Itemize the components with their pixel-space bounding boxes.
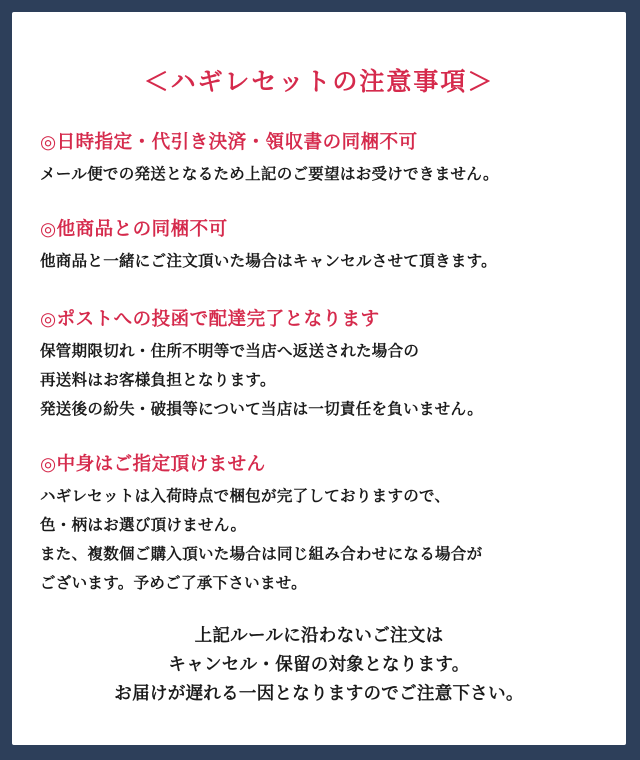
section-body <box>40 160 620 189</box>
section-heading: ◎中身はご指定頂けません <box>40 454 266 475</box>
section-heading: ◎日時指定・代引き決済・領収書の同梱不可 <box>40 132 418 153</box>
body-line: 再送料はお客様負担となります。 <box>40 371 276 389</box>
body-line: メール便での発送となるため上記のご要望はお受けできません。 <box>40 165 499 183</box>
section-heading: ◎ポストへの投函で配達完了となります <box>40 309 380 330</box>
body-line: 発送後の紛失・破損等について当店は一切責任を負いません。 <box>40 400 484 418</box>
body-line: 色・柄はお選び頂けません。 <box>40 516 247 534</box>
page-title: ＜ハギレセットの注意事項＞ <box>143 67 495 96</box>
section-delivery-options <box>40 128 620 189</box>
section-body <box>40 247 620 276</box>
section-post-delivery <box>40 305 620 424</box>
footer-line: 上記ルールに沿わないご注文は <box>194 626 444 646</box>
footer-line: キャンセル・保留の対象となります。 <box>168 655 470 675</box>
section-body <box>40 482 620 598</box>
body-line: 他商品と一緒にご注文頂いた場合はキャンセルさせて頂きます。 <box>40 252 497 270</box>
section-body <box>40 337 620 424</box>
section-no-bundling <box>40 215 620 276</box>
footer-notice <box>12 622 626 709</box>
footer-line: お届けが遅れる一因となりますのでご注意下さい。 <box>114 684 524 704</box>
notice-card <box>12 12 626 745</box>
body-line: 保管期限切れ・住所不明等で当店へ返送された場合の <box>40 342 420 360</box>
section-contents <box>40 450 620 598</box>
body-line: また、複数個ご購入頂いた場合は同じ組み合わせになる場合が <box>40 545 483 563</box>
body-line: ハギレセットは入荷時点で梱包が完了しておりますので、 <box>40 487 451 505</box>
section-heading: ◎他商品との同梱不可 <box>40 219 228 240</box>
body-line: ございます。予めご了承下さいませ。 <box>40 574 307 592</box>
